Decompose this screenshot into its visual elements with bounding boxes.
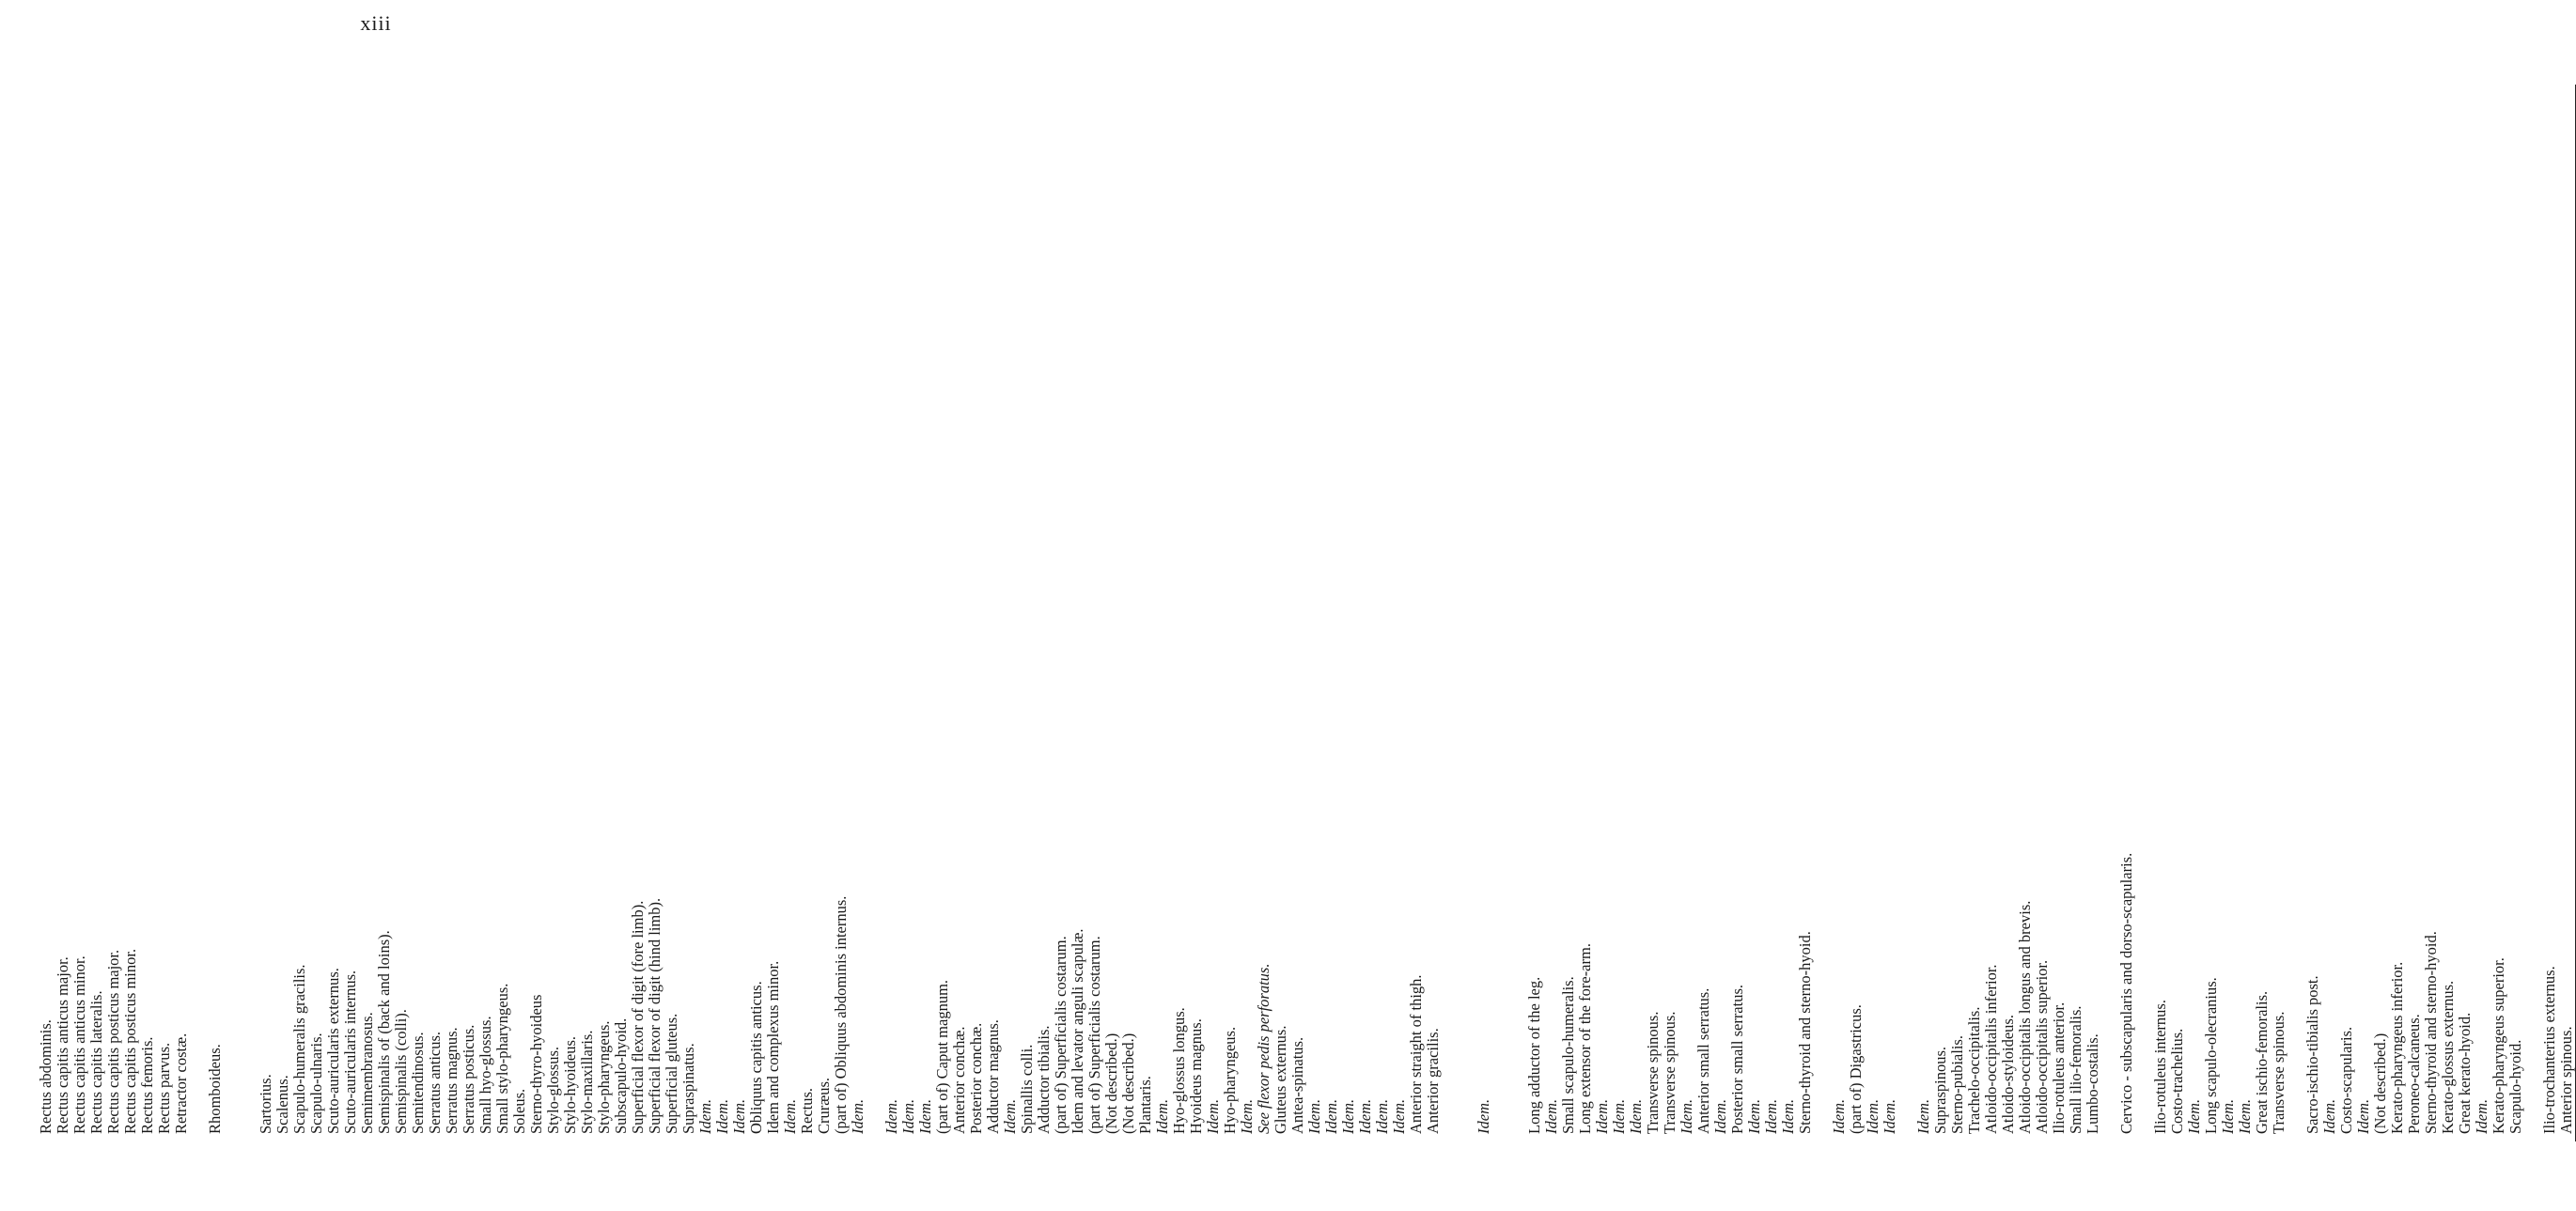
entry: Idem. — [1830, 1098, 1848, 1134]
entry: Idem. — [849, 1098, 866, 1134]
entry: Trachelo-occipitalis. — [1965, 1006, 1983, 1134]
entry: (part of) Caput magnum. — [933, 979, 951, 1134]
entry: Long scapulo-olecranius. — [2202, 977, 2220, 1134]
entry: Serratus posticus. — [460, 1024, 477, 1134]
entry: Idem. — [1678, 1098, 1695, 1134]
entry: Subscapulo-hyoid. — [612, 1017, 630, 1134]
entry: Spinallis colli. — [1018, 1044, 1036, 1134]
entry: Lumbo-costalis. — [2084, 1033, 2101, 1134]
entry: Sacro-ischio-tibialis post. — [2303, 975, 2321, 1134]
entry: Stylo-maxillaris. — [578, 1030, 596, 1134]
entry: Rectus capitis anticus minor. — [70, 955, 88, 1134]
entry: Rectus capitis anticus major. — [54, 956, 71, 1134]
entry: Anterior small serratus. — [1694, 987, 1712, 1134]
entry: Scapulo-ulnaris. — [307, 1032, 325, 1134]
entry: Atloido-occipitalis superior. — [2033, 959, 2051, 1134]
entry: Idem. — [916, 1098, 934, 1134]
entry: Adductor tibialis. — [1035, 1025, 1053, 1134]
entry: Idem. — [1745, 1098, 1763, 1134]
entry: Idem. — [2473, 1098, 2490, 1134]
entry: Idem. — [2354, 1098, 2372, 1134]
entry: Semitendinosus. — [409, 1032, 427, 1134]
entry: Long extensor of the fore-arm. — [1576, 943, 1594, 1134]
entry: Ilio-rotuleus anterior. — [2050, 1001, 2068, 1134]
entry: Idem. — [1610, 1098, 1628, 1134]
entry: Semimembranosus. — [358, 1012, 376, 1134]
entry: Idem. — [1711, 1098, 1729, 1134]
entry: Idem. — [1204, 1098, 1222, 1134]
column-2 — [697, 85, 1306, 1141]
entry: Atloido-occipitalis longus and brevis. — [2016, 900, 2034, 1134]
entry: Sterno-thyroid and sterno-hyoid. — [2422, 931, 2440, 1134]
entry: Serratus magnus. — [443, 1027, 461, 1134]
entry: Small scapulo-humeralis. — [1559, 976, 1577, 1134]
entry: Idem. — [1390, 1098, 1408, 1134]
entry: Serratus anticus. — [426, 1031, 444, 1134]
entry: Rectus abdominis. — [37, 1019, 55, 1134]
page-number: xiii — [360, 11, 392, 35]
entry: Idem. — [1762, 1098, 1780, 1134]
entry: Stylo-pharyngeus. — [595, 1020, 613, 1134]
entry: Posterior conchæ. — [967, 1022, 985, 1134]
entry: Cruræus. — [815, 1077, 833, 1134]
entry: Antea-spinatus. — [1288, 1036, 1306, 1134]
entry: Long adductor of the leg. — [1525, 976, 1543, 1134]
entry: Rhomboideus. — [206, 1044, 224, 1134]
entry: Supraspinatus. — [679, 1043, 697, 1134]
entry: Stylo-glossus. — [544, 1046, 562, 1134]
entry: Superficial flexor of digit (fore limb). — [629, 900, 647, 1134]
entry: Costo-scapularis. — [2337, 1026, 2355, 1134]
entry: Plantaris. — [1136, 1076, 1154, 1134]
entry: Semispinalis (colli). — [392, 1009, 410, 1134]
entry: Anterior gracilis. — [1424, 1028, 1442, 1134]
entry: Obliquus capitis anticus. — [747, 981, 765, 1134]
entry: Scalenus. — [273, 1075, 291, 1134]
entry: Sartorius. — [257, 1074, 274, 1134]
entry: Scapulo-humeralis gracilis. — [290, 964, 308, 1134]
entry: Idem and complexus minor. — [764, 960, 782, 1134]
entry: Great ischio-femoralis. — [2253, 990, 2271, 1134]
entry: Idem. — [781, 1098, 799, 1134]
entry: Rectus capitis posticus major. — [104, 949, 122, 1134]
entry: Idem. — [696, 1098, 714, 1134]
entry: Great kerato-hyoid. — [2456, 1012, 2474, 1134]
entry: Peroneo-calcaneus. — [2405, 1014, 2423, 1134]
entry: Idem. — [1779, 1098, 1797, 1134]
entry: Small stylo-pharyngeus. — [493, 983, 511, 1134]
entry: Hyo-pharyngeus. — [1221, 1026, 1239, 1134]
entry: Cervico - subscapularis and dorso-scapularis. — [2117, 852, 2135, 1134]
entry: Atloido-styloideus. — [1999, 1015, 2017, 1134]
column-1 — [38, 85, 697, 1141]
entry: Adductor magnus. — [984, 1019, 1002, 1134]
entry: Superficial flexor of digit (hind limb). — [646, 897, 664, 1134]
entry: Anterior straight of thigh. — [1407, 974, 1425, 1134]
entry: Idem. — [2320, 1098, 2338, 1134]
muscle-synonym-table — [37, 85, 2575, 1141]
entry: Stylo-hyoideus. — [561, 1035, 579, 1134]
entry: Idem. — [1305, 1098, 1323, 1134]
entry: Semispinalis of (back and loins). — [375, 930, 393, 1134]
entry: Small hyo-glossus. — [476, 1016, 494, 1134]
entry: Soleus. — [510, 1088, 528, 1134]
entry: Idem. — [1238, 1098, 1256, 1134]
entry: (part of) Superficialis costarum. — [1085, 936, 1103, 1134]
entry: Idem. — [1475, 1098, 1492, 1134]
entry: Rectus capitis posticus minor. — [121, 948, 139, 1134]
entry: Sterno-thyroid and sterno-hyoid. — [1796, 931, 1814, 1134]
entry: See flexor pedis perforatus. — [1255, 963, 1272, 1134]
entry: Posterior small serratus. — [1728, 984, 1746, 1134]
entry: Idem. — [899, 1098, 917, 1134]
entry: Idem. — [1356, 1098, 1374, 1134]
entry: Ilio-rotuleus internus. — [2151, 1000, 2169, 1134]
entry: Idem. — [1373, 1098, 1391, 1134]
entry: Idem. — [1542, 1098, 1560, 1134]
entry: Rectus. — [798, 1087, 816, 1134]
entry: Sterno-thyro-hyoideus — [527, 994, 545, 1134]
entry: Hyo-glossus longus. — [1170, 1007, 1188, 1134]
entry: Gluteus externus. — [1272, 1025, 1289, 1134]
entry: Scuto-auricularis externus. — [324, 968, 342, 1134]
entry: Idem. — [730, 1098, 748, 1134]
entry: Rectus femoris. — [138, 1036, 156, 1134]
entry: Idem. — [1914, 1098, 1932, 1134]
entry: (Not described.) — [1102, 1032, 1120, 1134]
entry: Idem. — [1864, 1098, 1881, 1134]
entry: Kerato-pharyngeus superior. — [2490, 957, 2507, 1134]
entry: Kerato-glossus externus. — [2439, 980, 2457, 1134]
entry: Atloido-occipitalis inferior. — [1982, 964, 2000, 1134]
entry: Scuto-auricularis internus. — [341, 970, 359, 1134]
column-4 — [1949, 85, 2576, 1141]
entry: Idem. — [882, 1098, 900, 1134]
entry: Ilio-trochanterius externus. — [2540, 966, 2558, 1134]
entry: Costo-trachelius. — [2168, 1028, 2186, 1134]
entry: Small ilio-femoralis. — [2067, 1005, 2084, 1134]
entry: Rectus capitis lateralis. — [87, 990, 105, 1134]
entry: Idem. — [2236, 1098, 2254, 1134]
entry: Sterno-pubialis. — [1948, 1035, 1966, 1134]
column-3 — [1306, 85, 1949, 1141]
entry: Idem. — [1593, 1098, 1611, 1134]
entry: Anterior spinous. — [2557, 1026, 2575, 1134]
entry: (part of) Superficialis costarum. — [1052, 936, 1069, 1134]
entry: Idem. — [1339, 1098, 1357, 1134]
entry: Idem. — [1627, 1098, 1645, 1134]
entry: Transverse spinous. — [1661, 1011, 1678, 1134]
entry: Idem. — [1322, 1098, 1340, 1134]
entry: Idem. — [1153, 1098, 1171, 1134]
entry: Transverse spinous. — [2270, 1011, 2287, 1134]
entry: (Not described.) — [2371, 1032, 2389, 1134]
entry: Kerato-pharyngeus inferior. — [2388, 961, 2406, 1134]
entry: Anterior conchæ. — [950, 1026, 968, 1134]
entry: Hyoideus magnus. — [1187, 1018, 1205, 1134]
entry: Superficial gluteus. — [663, 1013, 680, 1134]
entry: Idem and levator anguli scapulæ. — [1069, 928, 1086, 1134]
entry: Idem. — [1001, 1098, 1019, 1134]
entry: Idem. — [1881, 1098, 1898, 1134]
entry: (part of) Obliquus abdominis internus. — [832, 895, 850, 1134]
entry: Idem. — [2185, 1098, 2203, 1134]
entry: Scapulo-hyoid. — [2506, 1039, 2524, 1134]
entry: Retractor costæ. — [172, 1032, 190, 1134]
entry: Transverse spinous. — [1644, 1011, 1662, 1134]
entry: Rectus parvus. — [155, 1042, 173, 1134]
entry: Supraspinous. — [1931, 1046, 1949, 1134]
entry: (part of) Digastricus. — [1847, 1004, 1865, 1134]
entry: (Not described.) — [1119, 1032, 1137, 1134]
entry: Idem. — [713, 1098, 731, 1134]
entry: Idem. — [2219, 1098, 2237, 1134]
